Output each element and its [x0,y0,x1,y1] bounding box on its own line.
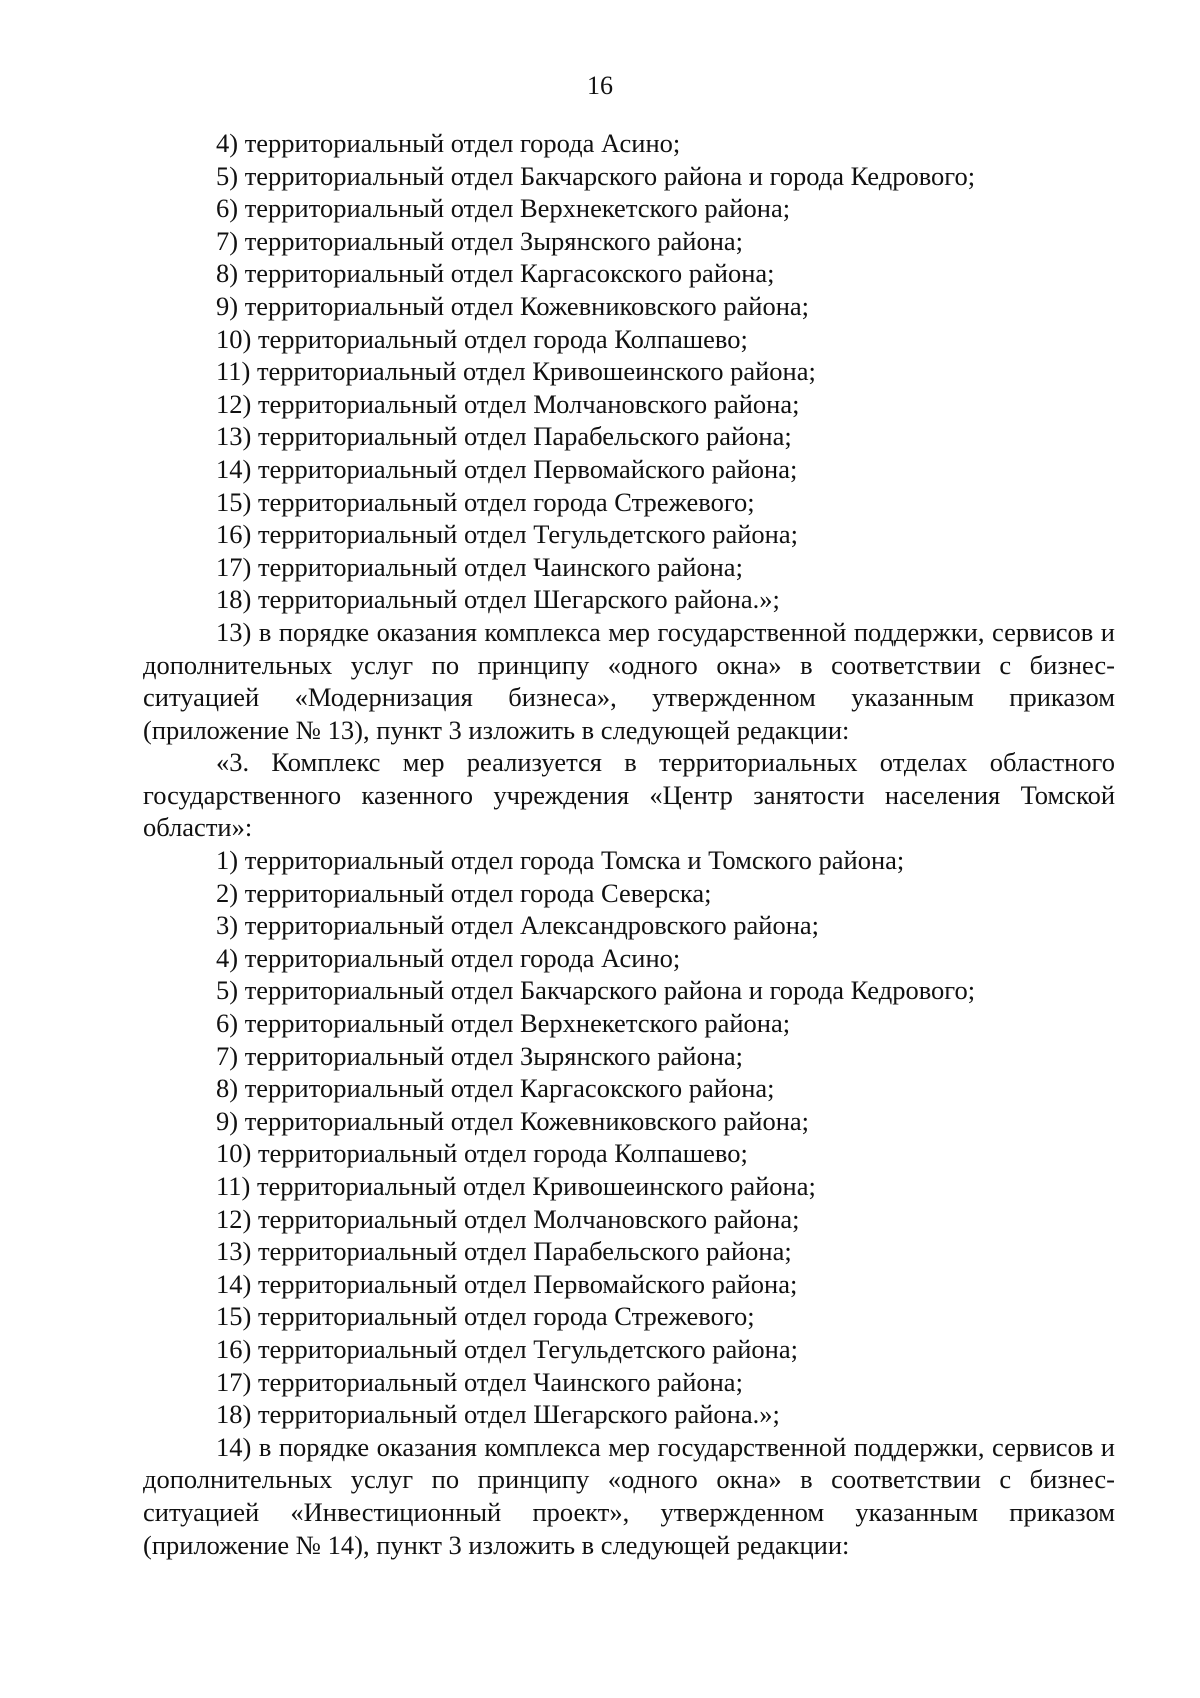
list-item: 6) территориальный отдел Верхнекетского района; [216,193,791,224]
list-item: 4) территориальный отдел города Асино; [216,128,681,158]
list-item: 14) территориальный отдел Первомайского района; [216,1268,798,1299]
list-item: 13) территориальный отдел Парабельского района; [216,421,792,452]
list-item: 1) территориальный отдел города Томска и Томского района; [216,845,905,876]
list-item: 17) территориальный отдел Чаинского района; [216,551,743,582]
list-item: 5) территориальный отдел Бакчарского района и города Кедрового; [216,160,976,191]
list-item: 15) территориальный отдел города Стрежевого; [216,1301,755,1332]
paragraph-item-14: 14) в порядке оказания комплекса мер государственной поддержки, сервисов и дополнительных услуг по принципу «одного окна» в соответствии с бизнес-ситуацией «Инвестиционный проект», утвержденном указанным приказом (приложение № 14), пункт 3 изложить в следующей редакции: [143,1431,1115,1560]
list-item: 3) территориальный отдел Александровского района; [216,910,820,941]
list-item: 2) территориальный отдел города Северска; [216,877,712,908]
list-item: 5) территориальный отдел Бакчарского района и города Кедрового; [216,975,976,1006]
list-a [143,127,1115,616]
list-item: 8) территориальный отдел Каргасокского района; [216,258,775,289]
list-item: 16) территориальный отдел Тегульдетского района; [216,1333,798,1364]
page-number: 16 [587,71,613,100]
list-item: 12) территориальный отдел Молчановского района; [216,388,800,419]
list-item: 4) территориальный отдел города Асино; [216,942,681,973]
list-item: 11) территориальный отдел Кривошеинского района; [216,1171,816,1201]
list-item: 18) территориальный отдел Шегарского района.»; [216,1399,780,1430]
paragraph-point-3: «3. Комплекс мер реализуется в территориальных отделах областного государственного казенного учреждения «Центр занятости населения Томской области»: [143,747,1115,843]
list-item: 6) территориальный отдел Верхнекетского района; [216,1008,791,1039]
list-item: 9) территориальный отдел Кожевниковского района; [216,1105,810,1136]
list-item: 11) территориальный отдел Кривошеинского района; [216,356,816,387]
list-item: 10) территориальный отдел города Колпашево; [216,323,748,354]
list-item: 17) территориальный отдел Чаинского района; [216,1366,743,1397]
list-item: 7) территориальный отдел Зырянского района; [216,225,744,256]
list-item: 10) территориальный отдел города Колпашево; [216,1138,748,1169]
list-item: 15) территориальный отдел города Стрежевого; [216,486,755,517]
list-item: 18) территориальный отдел Шегарского района.»; [216,584,780,615]
list-item: 9) территориальный отдел Кожевниковского района; [216,290,810,321]
list-item: 7) территориальный отдел Зырянского района; [216,1040,744,1071]
list-item: 12) территориальный отдел Молчановского района; [216,1203,800,1234]
list-item: 16) территориальный отдел Тегульдетского района; [216,519,798,550]
list-item: 8) территориальный отдел Каргасокского района; [216,1073,775,1104]
list-b [143,844,1115,1431]
list-item: 14) территориальный отдел Первомайского района; [216,453,798,484]
list-item: 13) территориальный отдел Парабельского района; [216,1236,792,1267]
paragraph-item-13: 13) в порядке оказания комплекса мер государственной поддержки, сервисов и дополнительных услуг по принципу «одного окна» в соответствии с бизнес-ситуацией «Модернизация бизнеса», утвержденном указанным приказом (приложение № 13), пункт 3 изложить в следующей редакции: [143,616,1115,745]
document-body [143,127,1115,1561]
